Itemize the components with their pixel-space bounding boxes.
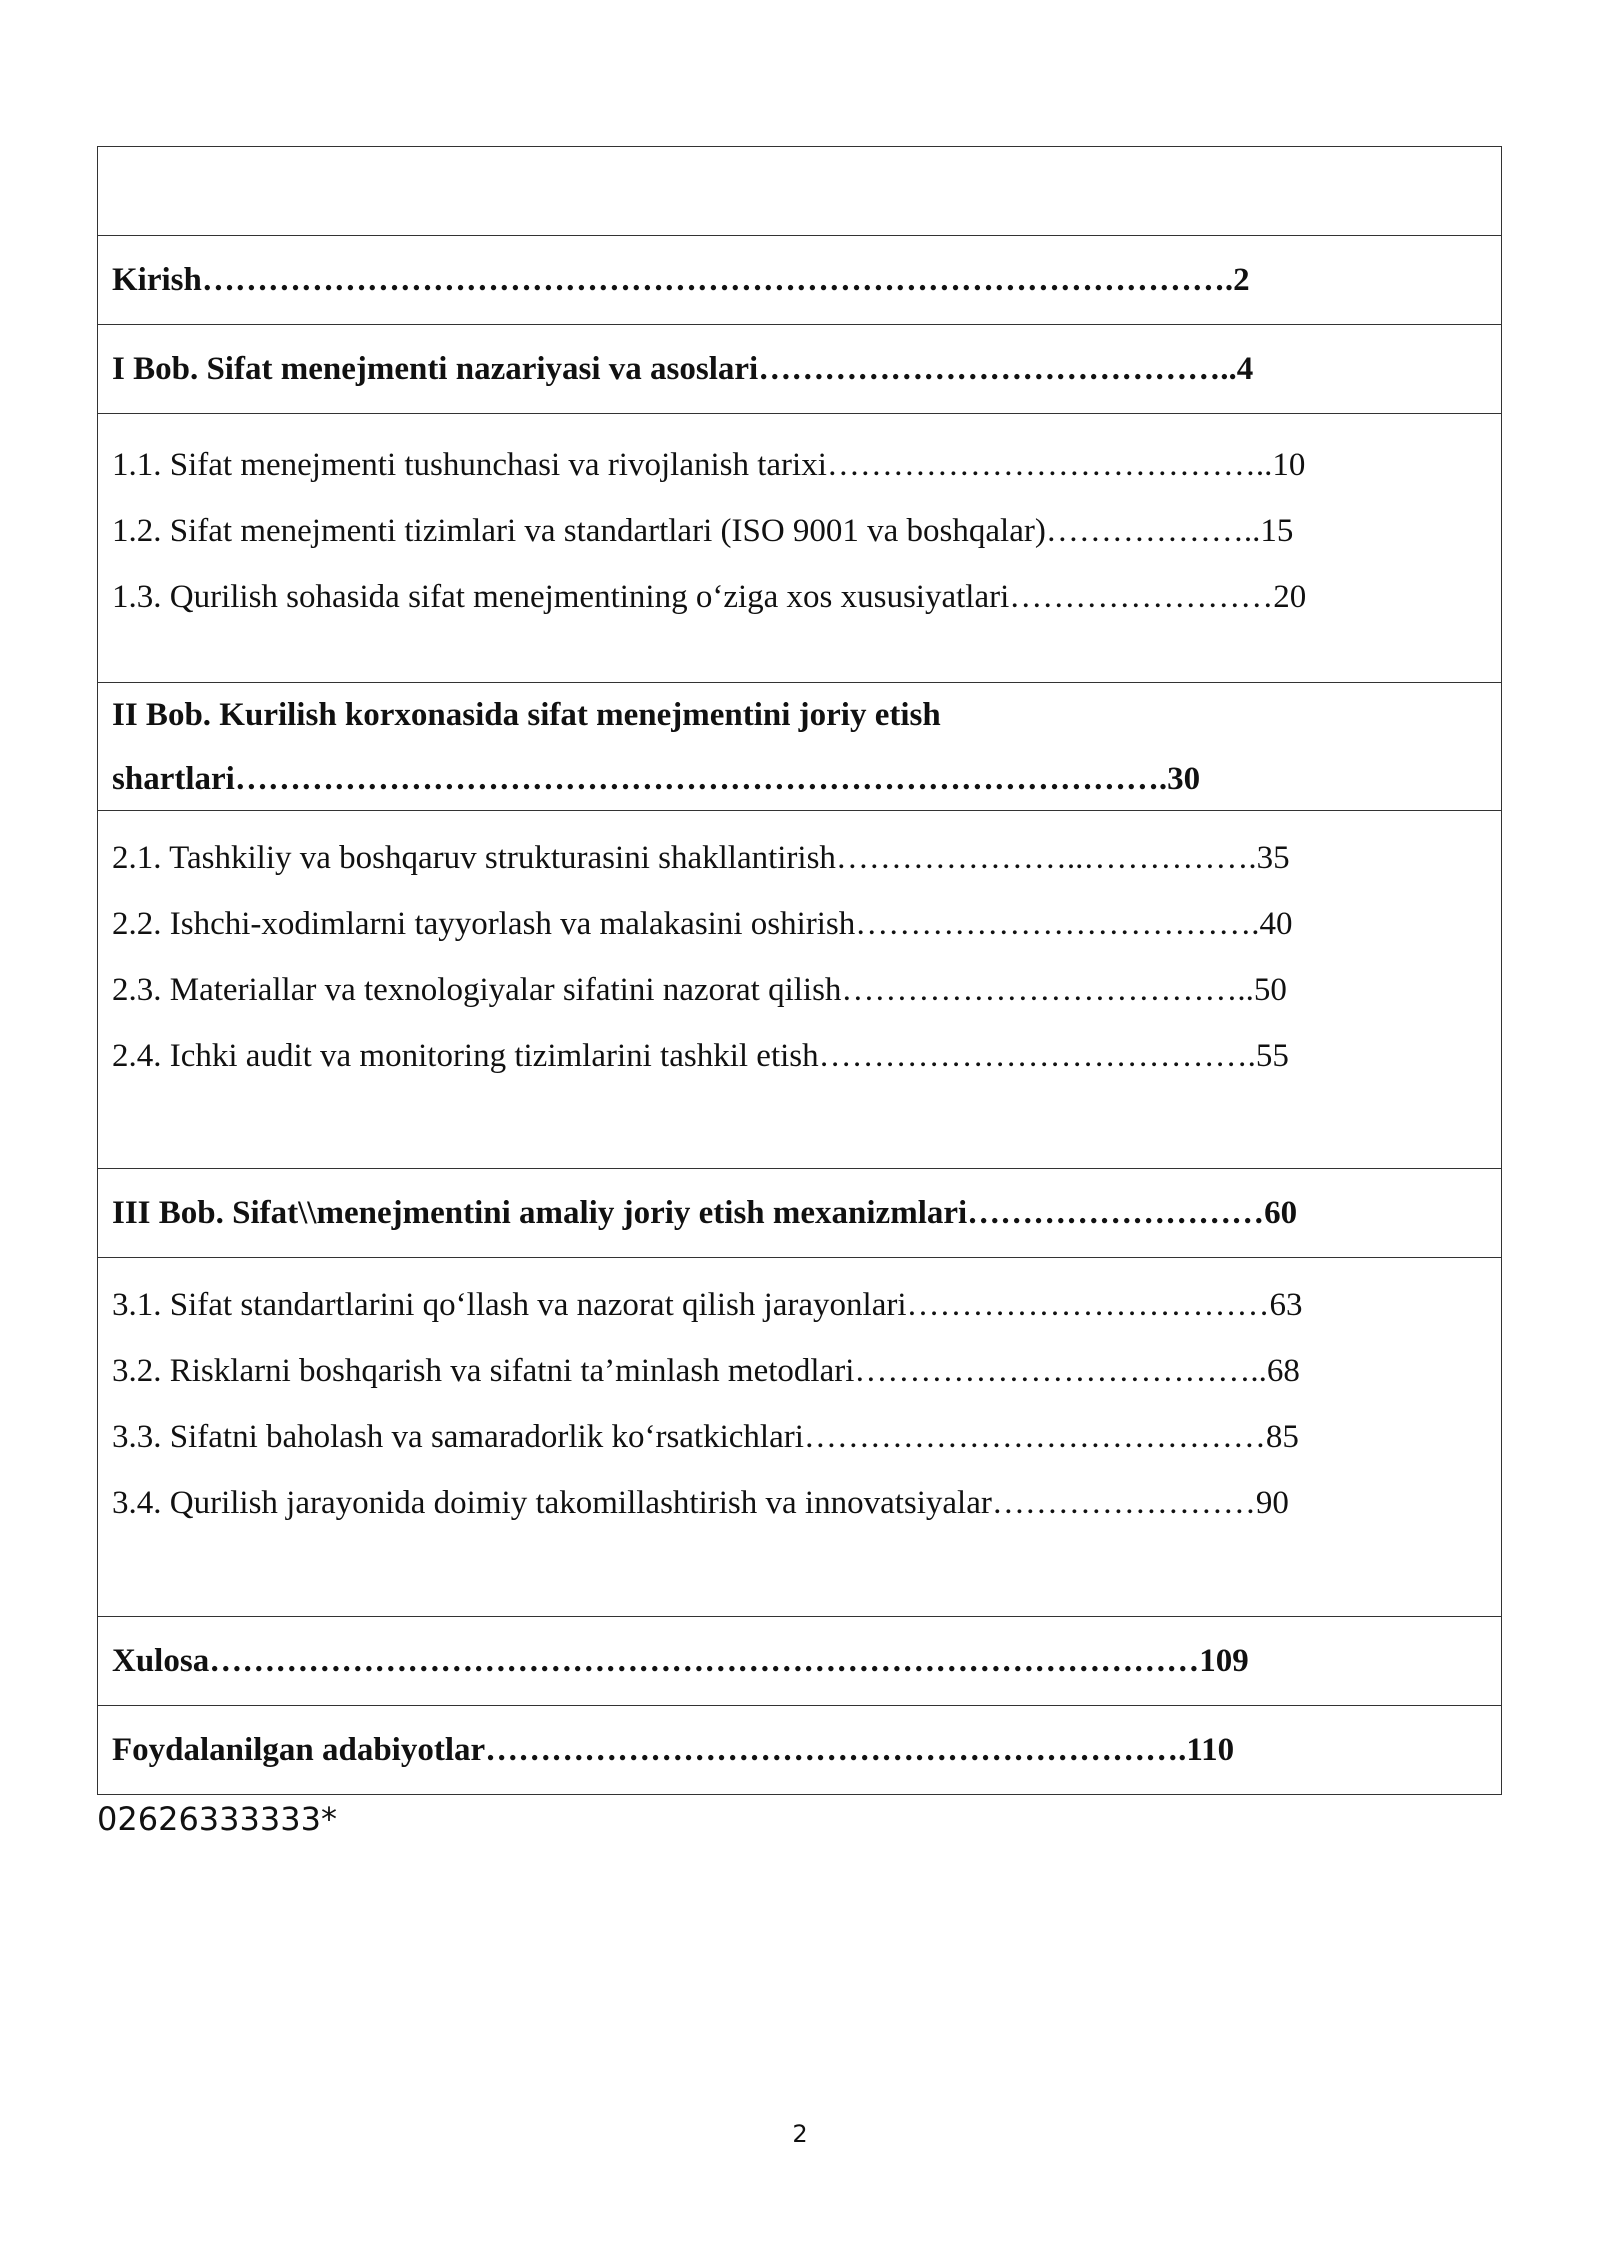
toc-chapter-2-title bbox=[98, 682, 1501, 810]
toc-entry-kirish bbox=[98, 235, 1501, 324]
toc-chapter-3-items bbox=[98, 1257, 1501, 1616]
toc-item: 3.1. Sifat standartlarini qo‘llash va nazorat qilish jarayonlari……………………………63 bbox=[112, 1287, 1303, 1323]
toc-entry-label: Kirish………………………………………………………………………………….2 bbox=[112, 262, 1250, 298]
toc-entry-adabiyotlar bbox=[98, 1705, 1501, 1794]
toc-entry-label: II Bob. Kurilish korxonasida sifat menejmentini joriy etish bbox=[112, 696, 941, 733]
toc-entry-label: Foydalanilgan adabiyotlar……………………………………………………….110 bbox=[112, 1732, 1235, 1768]
toc-blank-row bbox=[98, 147, 1501, 235]
toc-item: 3.4. Qurilish jarayonida doimiy takomillashtirish va innovatsiyalar……………………90 bbox=[112, 1485, 1289, 1521]
toc-item: 3.2. Risklarni boshqarish va sifatni ta’minlash metodlari………………………………..68 bbox=[112, 1353, 1300, 1389]
toc-entry-label: shartlari………………………………………………………………………….30 bbox=[112, 760, 1201, 797]
table-of-contents bbox=[97, 146, 1502, 1795]
toc-item: 2.2. Ishchi-xodimlarni tayyorlash va malakasini oshirish……………………………….40 bbox=[112, 906, 1293, 942]
toc-item: 2.1. Tashkiliy va boshqaruv strukturasini shakllantirish…………………..…………….35 bbox=[112, 840, 1290, 876]
toc-item: 2.3. Materiallar va texnologiyalar sifatini nazorat qilish………………………………..50 bbox=[112, 972, 1287, 1008]
page-number: 2 bbox=[792, 2120, 808, 2148]
toc-item: 1.1. Sifat menejmenti tushunchasi va rivojlanish tarixi…………………………………..10 bbox=[112, 447, 1306, 483]
toc-entry-label: III Bob. Sifat\\menejmentini amaliy joriy etish mexanizmlari………………………60 bbox=[112, 1195, 1298, 1231]
toc-chapter-1-title bbox=[98, 324, 1501, 413]
toc-chapter-2-items bbox=[98, 810, 1501, 1168]
toc-item: 1.2. Sifat menejmenti tizimlari va standartlari (ISO 9001 va boshqalar)………………..15 bbox=[112, 513, 1294, 549]
toc-chapter-1-items bbox=[98, 413, 1501, 682]
toc-entry-label: Xulosa………………………………………………………………………………109 bbox=[112, 1643, 1249, 1679]
toc-entry-label: I Bob. Sifat menejmenti nazariyasi va asoslari……………………………………..4 bbox=[112, 351, 1254, 387]
note-text: 02626333333* bbox=[97, 1800, 337, 1838]
toc-item: 3.3. Sifatni baholash va samaradorlik ko‘rsatkichlari……………………………………85 bbox=[112, 1419, 1299, 1455]
toc-entry-xulosa bbox=[98, 1616, 1501, 1705]
toc-chapter-3-title bbox=[98, 1168, 1501, 1257]
toc-item: 1.3. Qurilish sohasida sifat menejmentining o‘ziga xos xususiyatlari……………………20 bbox=[112, 579, 1307, 615]
toc-item: 2.4. Ichki audit va monitoring tizimlarini tashkil etish………………………………….55 bbox=[112, 1038, 1289, 1074]
